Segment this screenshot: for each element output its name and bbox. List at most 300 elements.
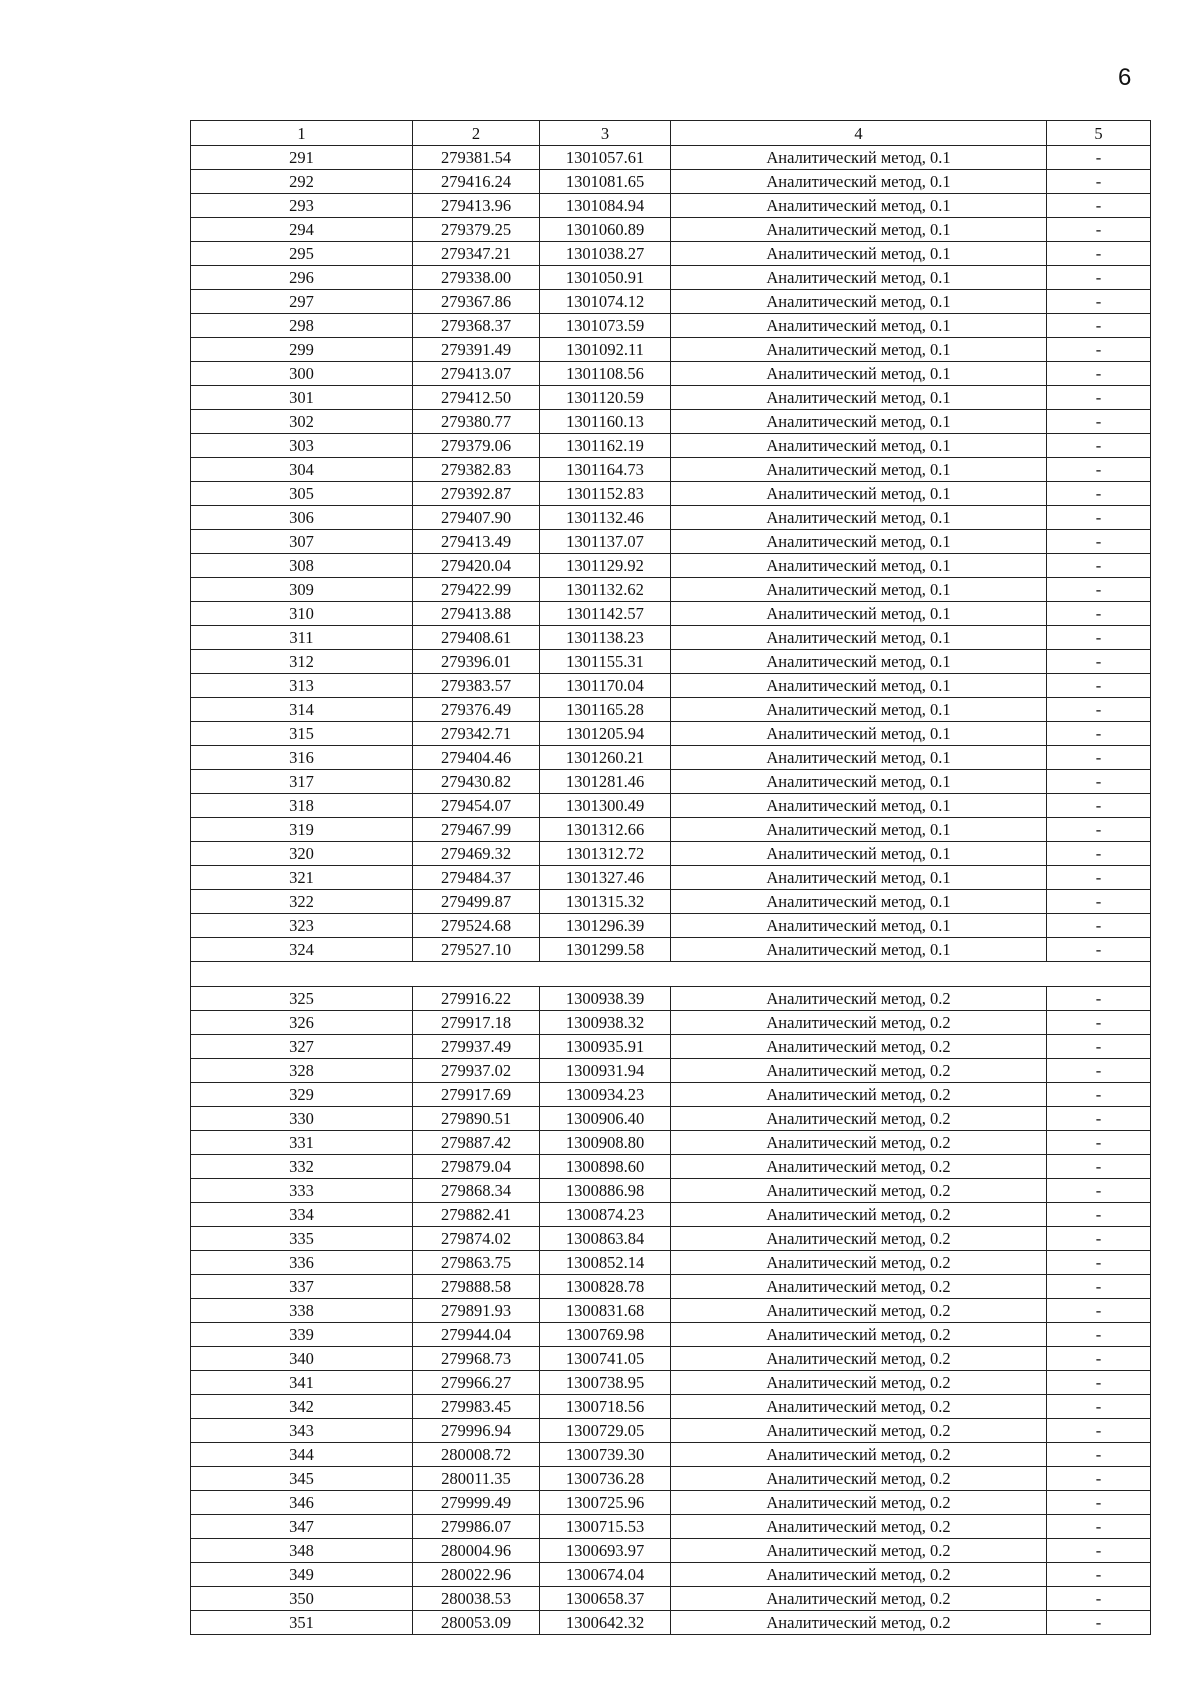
point-number-cell: 305 — [191, 482, 413, 506]
table-row — [191, 626, 1151, 650]
note-cell: - — [1047, 890, 1151, 914]
y-coordinate-cell: 1301132.62 — [540, 578, 671, 602]
method-accuracy-cell: Аналитический метод, 0.2 — [671, 1467, 1047, 1491]
point-number-cell: 341 — [191, 1371, 413, 1395]
table-row — [191, 554, 1151, 578]
x-coordinate-cell: 279887.42 — [413, 1131, 540, 1155]
note-cell: - — [1047, 434, 1151, 458]
point-number-cell: 347 — [191, 1515, 413, 1539]
x-coordinate-cell: 279380.77 — [413, 410, 540, 434]
x-coordinate-cell: 279342.71 — [413, 722, 540, 746]
x-coordinate-cell: 279404.46 — [413, 746, 540, 770]
x-coordinate-cell: 279407.90 — [413, 506, 540, 530]
point-number-cell: 303 — [191, 434, 413, 458]
table-row — [191, 314, 1151, 338]
note-cell: - — [1047, 866, 1151, 890]
note-cell: - — [1047, 1299, 1151, 1323]
note-cell: - — [1047, 290, 1151, 314]
y-coordinate-cell: 1301137.07 — [540, 530, 671, 554]
x-coordinate-cell: 279868.34 — [413, 1179, 540, 1203]
y-coordinate-cell: 1301120.59 — [540, 386, 671, 410]
point-number-cell: 319 — [191, 818, 413, 842]
table-row — [191, 818, 1151, 842]
point-number-cell: 350 — [191, 1587, 413, 1611]
note-cell: - — [1047, 938, 1151, 962]
method-accuracy-cell: Аналитический метод, 0.1 — [671, 674, 1047, 698]
note-cell: - — [1047, 386, 1151, 410]
table-row — [191, 194, 1151, 218]
x-coordinate-cell: 280022.96 — [413, 1563, 540, 1587]
note-cell: - — [1047, 650, 1151, 674]
x-coordinate-cell: 280011.35 — [413, 1467, 540, 1491]
group-separator-row — [191, 962, 1151, 987]
method-accuracy-cell: Аналитический метод, 0.2 — [671, 1371, 1047, 1395]
point-number-cell: 304 — [191, 458, 413, 482]
table-row — [191, 1107, 1151, 1131]
table-row — [191, 170, 1151, 194]
table-row — [191, 722, 1151, 746]
point-number-cell: 302 — [191, 410, 413, 434]
note-cell: - — [1047, 146, 1151, 170]
note-cell: - — [1047, 1203, 1151, 1227]
point-number-cell: 292 — [191, 170, 413, 194]
point-number-cell: 308 — [191, 554, 413, 578]
point-number-cell: 299 — [191, 338, 413, 362]
point-number-cell: 293 — [191, 194, 413, 218]
point-number-cell: 298 — [191, 314, 413, 338]
table-row — [191, 1275, 1151, 1299]
point-number-cell: 311 — [191, 626, 413, 650]
method-accuracy-cell: Аналитический метод, 0.2 — [671, 1275, 1047, 1299]
x-coordinate-cell: 279524.68 — [413, 914, 540, 938]
note-cell: - — [1047, 170, 1151, 194]
point-number-cell: 333 — [191, 1179, 413, 1203]
column-header-2: 2 — [413, 121, 540, 146]
y-coordinate-cell: 1301129.92 — [540, 554, 671, 578]
method-accuracy-cell: Аналитический метод, 0.1 — [671, 626, 1047, 650]
method-accuracy-cell: Аналитический метод, 0.1 — [671, 434, 1047, 458]
method-accuracy-cell: Аналитический метод, 0.1 — [671, 266, 1047, 290]
column-header-1: 1 — [191, 121, 413, 146]
method-accuracy-cell: Аналитический метод, 0.2 — [671, 1611, 1047, 1635]
method-accuracy-cell: Аналитический метод, 0.2 — [671, 1347, 1047, 1371]
x-coordinate-cell: 279966.27 — [413, 1371, 540, 1395]
y-coordinate-cell: 1300898.60 — [540, 1155, 671, 1179]
table-row — [191, 1563, 1151, 1587]
table-row — [191, 242, 1151, 266]
table-row — [191, 1347, 1151, 1371]
x-coordinate-cell: 279412.50 — [413, 386, 540, 410]
method-accuracy-cell: Аналитический метод, 0.1 — [671, 482, 1047, 506]
note-cell: - — [1047, 1059, 1151, 1083]
table-row — [191, 1299, 1151, 1323]
y-coordinate-cell: 1301108.56 — [540, 362, 671, 386]
point-number-cell: 318 — [191, 794, 413, 818]
x-coordinate-cell: 279396.01 — [413, 650, 540, 674]
method-accuracy-cell: Аналитический метод, 0.2 — [671, 1419, 1047, 1443]
method-accuracy-cell: Аналитический метод, 0.2 — [671, 1179, 1047, 1203]
y-coordinate-cell: 1300725.96 — [540, 1491, 671, 1515]
note-cell: - — [1047, 698, 1151, 722]
note-cell: - — [1047, 1395, 1151, 1419]
method-accuracy-cell: Аналитический метод, 0.2 — [671, 1443, 1047, 1467]
point-number-cell: 320 — [191, 842, 413, 866]
y-coordinate-cell: 1301060.89 — [540, 218, 671, 242]
y-coordinate-cell: 1300863.84 — [540, 1227, 671, 1251]
table-row — [191, 386, 1151, 410]
x-coordinate-cell: 279917.69 — [413, 1083, 540, 1107]
table-row — [191, 458, 1151, 482]
point-number-cell: 348 — [191, 1539, 413, 1563]
x-coordinate-cell: 279874.02 — [413, 1227, 540, 1251]
method-accuracy-cell: Аналитический метод, 0.2 — [671, 1059, 1047, 1083]
column-header-3: 3 — [540, 121, 671, 146]
point-number-cell: 343 — [191, 1419, 413, 1443]
table-row — [191, 1491, 1151, 1515]
y-coordinate-cell: 1300718.56 — [540, 1395, 671, 1419]
x-coordinate-cell: 279996.94 — [413, 1419, 540, 1443]
y-coordinate-cell: 1300934.23 — [540, 1083, 671, 1107]
table-row — [191, 482, 1151, 506]
table-row — [191, 1539, 1151, 1563]
note-cell: - — [1047, 1035, 1151, 1059]
point-number-cell: 297 — [191, 290, 413, 314]
point-number-cell: 323 — [191, 914, 413, 938]
x-coordinate-cell: 279882.41 — [413, 1203, 540, 1227]
table-row — [191, 1011, 1151, 1035]
x-coordinate-cell: 279983.45 — [413, 1395, 540, 1419]
y-coordinate-cell: 1301152.83 — [540, 482, 671, 506]
table-row — [191, 674, 1151, 698]
y-coordinate-cell: 1300729.05 — [540, 1419, 671, 1443]
point-number-cell: 349 — [191, 1563, 413, 1587]
note-cell: - — [1047, 530, 1151, 554]
y-coordinate-cell: 1300715.53 — [540, 1515, 671, 1539]
point-number-cell: 307 — [191, 530, 413, 554]
method-accuracy-cell: Аналитический метод, 0.2 — [671, 1107, 1047, 1131]
note-cell: - — [1047, 1083, 1151, 1107]
x-coordinate-cell: 279420.04 — [413, 554, 540, 578]
y-coordinate-cell: 1300674.04 — [540, 1563, 671, 1587]
table-row — [191, 1179, 1151, 1203]
point-number-cell: 296 — [191, 266, 413, 290]
table-row — [191, 842, 1151, 866]
y-coordinate-cell: 1301084.94 — [540, 194, 671, 218]
point-number-cell: 345 — [191, 1467, 413, 1491]
method-accuracy-cell: Аналитический метод, 0.1 — [671, 602, 1047, 626]
x-coordinate-cell: 279379.25 — [413, 218, 540, 242]
method-accuracy-cell: Аналитический метод, 0.1 — [671, 170, 1047, 194]
x-coordinate-cell: 280053.09 — [413, 1611, 540, 1635]
note-cell: - — [1047, 1491, 1151, 1515]
note-cell: - — [1047, 602, 1151, 626]
method-accuracy-cell: Аналитический метод, 0.2 — [671, 1155, 1047, 1179]
table-row — [191, 218, 1151, 242]
method-accuracy-cell: Аналитический метод, 0.1 — [671, 386, 1047, 410]
point-number-cell: 313 — [191, 674, 413, 698]
method-accuracy-cell: Аналитический метод, 0.2 — [671, 1395, 1047, 1419]
y-coordinate-cell: 1301312.66 — [540, 818, 671, 842]
x-coordinate-cell: 279467.99 — [413, 818, 540, 842]
table-row — [191, 1515, 1151, 1539]
y-coordinate-cell: 1300736.28 — [540, 1467, 671, 1491]
table-row — [191, 146, 1151, 170]
method-accuracy-cell: Аналитический метод, 0.2 — [671, 1299, 1047, 1323]
y-coordinate-cell: 1301132.46 — [540, 506, 671, 530]
method-accuracy-cell: Аналитический метод, 0.1 — [671, 530, 1047, 554]
point-number-cell: 310 — [191, 602, 413, 626]
table-row — [191, 1587, 1151, 1611]
x-coordinate-cell: 279454.07 — [413, 794, 540, 818]
x-coordinate-cell: 279937.02 — [413, 1059, 540, 1083]
x-coordinate-cell: 279382.83 — [413, 458, 540, 482]
note-cell: - — [1047, 1587, 1151, 1611]
x-coordinate-cell: 279527.10 — [413, 938, 540, 962]
table-row — [191, 1251, 1151, 1275]
note-cell: - — [1047, 1539, 1151, 1563]
x-coordinate-cell: 279863.75 — [413, 1251, 540, 1275]
method-accuracy-cell: Аналитический метод, 0.1 — [671, 290, 1047, 314]
y-coordinate-cell: 1301138.23 — [540, 626, 671, 650]
method-accuracy-cell: Аналитический метод, 0.2 — [671, 1035, 1047, 1059]
table-row — [191, 434, 1151, 458]
table-row — [191, 338, 1151, 362]
x-coordinate-cell: 279391.49 — [413, 338, 540, 362]
note-cell: - — [1047, 1443, 1151, 1467]
note-cell: - — [1047, 218, 1151, 242]
y-coordinate-cell: 1300931.94 — [540, 1059, 671, 1083]
point-number-cell: 336 — [191, 1251, 413, 1275]
point-number-cell: 328 — [191, 1059, 413, 1083]
point-number-cell: 294 — [191, 218, 413, 242]
y-coordinate-cell: 1301327.46 — [540, 866, 671, 890]
note-cell: - — [1047, 242, 1151, 266]
point-number-cell: 306 — [191, 506, 413, 530]
method-accuracy-cell: Аналитический метод, 0.2 — [671, 1491, 1047, 1515]
note-cell: - — [1047, 1467, 1151, 1491]
point-number-cell: 309 — [191, 578, 413, 602]
point-number-cell: 334 — [191, 1203, 413, 1227]
x-coordinate-cell: 279937.49 — [413, 1035, 540, 1059]
note-cell: - — [1047, 1323, 1151, 1347]
x-coordinate-cell: 279368.37 — [413, 314, 540, 338]
y-coordinate-cell: 1301299.58 — [540, 938, 671, 962]
method-accuracy-cell: Аналитический метод, 0.1 — [671, 866, 1047, 890]
table-row — [191, 1419, 1151, 1443]
point-number-cell: 324 — [191, 938, 413, 962]
point-number-cell: 351 — [191, 1611, 413, 1635]
point-number-cell: 331 — [191, 1131, 413, 1155]
x-coordinate-cell: 279917.18 — [413, 1011, 540, 1035]
method-accuracy-cell: Аналитический метод, 0.1 — [671, 770, 1047, 794]
table-row — [191, 410, 1151, 434]
note-cell: - — [1047, 338, 1151, 362]
y-coordinate-cell: 1301155.31 — [540, 650, 671, 674]
method-accuracy-cell: Аналитический метод, 0.1 — [671, 194, 1047, 218]
point-number-cell: 337 — [191, 1275, 413, 1299]
note-cell: - — [1047, 1419, 1151, 1443]
point-number-cell: 316 — [191, 746, 413, 770]
x-coordinate-cell: 279338.00 — [413, 266, 540, 290]
method-accuracy-cell: Аналитический метод, 0.1 — [671, 242, 1047, 266]
table-row — [191, 1131, 1151, 1155]
point-number-cell: 315 — [191, 722, 413, 746]
x-coordinate-cell: 279381.54 — [413, 146, 540, 170]
note-cell: - — [1047, 794, 1151, 818]
method-accuracy-cell: Аналитический метод, 0.1 — [671, 362, 1047, 386]
method-accuracy-cell: Аналитический метод, 0.2 — [671, 1323, 1047, 1347]
point-number-cell: 335 — [191, 1227, 413, 1251]
y-coordinate-cell: 1301142.57 — [540, 602, 671, 626]
y-coordinate-cell: 1301300.49 — [540, 794, 671, 818]
point-number-cell: 321 — [191, 866, 413, 890]
y-coordinate-cell: 1301160.13 — [540, 410, 671, 434]
x-coordinate-cell: 279383.57 — [413, 674, 540, 698]
y-coordinate-cell: 1301073.59 — [540, 314, 671, 338]
y-coordinate-cell: 1300908.80 — [540, 1131, 671, 1155]
point-number-cell: 329 — [191, 1083, 413, 1107]
x-coordinate-cell: 279413.07 — [413, 362, 540, 386]
x-coordinate-cell: 279392.87 — [413, 482, 540, 506]
table-row — [191, 602, 1151, 626]
method-accuracy-cell: Аналитический метод, 0.1 — [671, 554, 1047, 578]
note-cell: - — [1047, 458, 1151, 482]
x-coordinate-cell: 279916.22 — [413, 987, 540, 1011]
x-coordinate-cell: 279367.86 — [413, 290, 540, 314]
note-cell: - — [1047, 314, 1151, 338]
y-coordinate-cell: 1300831.68 — [540, 1299, 671, 1323]
table-row — [191, 746, 1151, 770]
point-number-cell: 325 — [191, 987, 413, 1011]
table-row — [191, 1203, 1151, 1227]
point-number-cell: 332 — [191, 1155, 413, 1179]
y-coordinate-cell: 1301057.61 — [540, 146, 671, 170]
point-number-cell: 340 — [191, 1347, 413, 1371]
y-coordinate-cell: 1301170.04 — [540, 674, 671, 698]
point-number-cell: 338 — [191, 1299, 413, 1323]
x-coordinate-cell: 279422.99 — [413, 578, 540, 602]
y-coordinate-cell: 1301315.32 — [540, 890, 671, 914]
note-cell: - — [1047, 914, 1151, 938]
y-coordinate-cell: 1300828.78 — [540, 1275, 671, 1299]
x-coordinate-cell: 279413.96 — [413, 194, 540, 218]
table-row — [191, 914, 1151, 938]
x-coordinate-cell: 280004.96 — [413, 1539, 540, 1563]
note-cell: - — [1047, 1347, 1151, 1371]
method-accuracy-cell: Аналитический метод, 0.1 — [671, 818, 1047, 842]
method-accuracy-cell: Аналитический метод, 0.1 — [671, 938, 1047, 962]
x-coordinate-cell: 279891.93 — [413, 1299, 540, 1323]
column-header-4: 4 — [671, 121, 1047, 146]
x-coordinate-cell: 279469.32 — [413, 842, 540, 866]
method-accuracy-cell: Аналитический метод, 0.1 — [671, 314, 1047, 338]
table-row — [191, 362, 1151, 386]
y-coordinate-cell: 1301050.91 — [540, 266, 671, 290]
note-cell: - — [1047, 506, 1151, 530]
note-cell: - — [1047, 1611, 1151, 1635]
method-accuracy-cell: Аналитический метод, 0.1 — [671, 506, 1047, 530]
point-number-cell: 291 — [191, 146, 413, 170]
x-coordinate-cell: 279999.49 — [413, 1491, 540, 1515]
table-row — [191, 506, 1151, 530]
note-cell: - — [1047, 1155, 1151, 1179]
y-coordinate-cell: 1301038.27 — [540, 242, 671, 266]
y-coordinate-cell: 1300739.30 — [540, 1443, 671, 1467]
table-row — [191, 866, 1151, 890]
x-coordinate-cell: 279413.49 — [413, 530, 540, 554]
point-number-cell: 295 — [191, 242, 413, 266]
table-row — [191, 1323, 1151, 1347]
point-number-cell: 346 — [191, 1491, 413, 1515]
table-row — [191, 1611, 1151, 1635]
method-accuracy-cell: Аналитический метод, 0.2 — [671, 1563, 1047, 1587]
point-number-cell: 314 — [191, 698, 413, 722]
y-coordinate-cell: 1301162.19 — [540, 434, 671, 458]
y-coordinate-cell: 1301281.46 — [540, 770, 671, 794]
table-row — [191, 1395, 1151, 1419]
x-coordinate-cell: 279888.58 — [413, 1275, 540, 1299]
method-accuracy-cell: Аналитический метод, 0.1 — [671, 914, 1047, 938]
y-coordinate-cell: 1300852.14 — [540, 1251, 671, 1275]
method-accuracy-cell: Аналитический метод, 0.1 — [671, 458, 1047, 482]
x-coordinate-cell: 279416.24 — [413, 170, 540, 194]
method-accuracy-cell: Аналитический метод, 0.1 — [671, 578, 1047, 602]
table-row — [191, 530, 1151, 554]
header-row — [191, 121, 1151, 146]
note-cell: - — [1047, 674, 1151, 698]
y-coordinate-cell: 1301081.65 — [540, 170, 671, 194]
y-coordinate-cell: 1300693.97 — [540, 1539, 671, 1563]
point-number-cell: 342 — [191, 1395, 413, 1419]
method-accuracy-cell: Аналитический метод, 0.1 — [671, 338, 1047, 362]
x-coordinate-cell: 280008.72 — [413, 1443, 540, 1467]
x-coordinate-cell: 279376.49 — [413, 698, 540, 722]
note-cell: - — [1047, 554, 1151, 578]
point-number-cell: 301 — [191, 386, 413, 410]
x-coordinate-cell: 279347.21 — [413, 242, 540, 266]
table-body — [191, 146, 1151, 1635]
y-coordinate-cell: 1301164.73 — [540, 458, 671, 482]
table-row — [191, 290, 1151, 314]
note-cell: - — [1047, 1011, 1151, 1035]
method-accuracy-cell: Аналитический метод, 0.2 — [671, 1227, 1047, 1251]
method-accuracy-cell: Аналитический метод, 0.1 — [671, 650, 1047, 674]
y-coordinate-cell: 1300938.32 — [540, 1011, 671, 1035]
method-accuracy-cell: Аналитический метод, 0.1 — [671, 746, 1047, 770]
method-accuracy-cell: Аналитический метод, 0.1 — [671, 842, 1047, 866]
point-number-cell: 327 — [191, 1035, 413, 1059]
group-separator-cell — [191, 962, 1151, 987]
x-coordinate-cell: 279413.88 — [413, 602, 540, 626]
x-coordinate-cell: 279944.04 — [413, 1323, 540, 1347]
point-number-cell: 317 — [191, 770, 413, 794]
y-coordinate-cell: 1300658.37 — [540, 1587, 671, 1611]
note-cell: - — [1047, 362, 1151, 386]
method-accuracy-cell: Аналитический метод, 0.1 — [671, 218, 1047, 242]
note-cell: - — [1047, 746, 1151, 770]
y-coordinate-cell: 1300938.39 — [540, 987, 671, 1011]
y-coordinate-cell: 1300769.98 — [540, 1323, 671, 1347]
note-cell: - — [1047, 1107, 1151, 1131]
note-cell: - — [1047, 1251, 1151, 1275]
table-row — [191, 890, 1151, 914]
method-accuracy-cell: Аналитический метод, 0.2 — [671, 1251, 1047, 1275]
table-row — [191, 650, 1151, 674]
point-number-cell: 344 — [191, 1443, 413, 1467]
y-coordinate-cell: 1300935.91 — [540, 1035, 671, 1059]
note-cell: - — [1047, 1131, 1151, 1155]
x-coordinate-cell: 279430.82 — [413, 770, 540, 794]
